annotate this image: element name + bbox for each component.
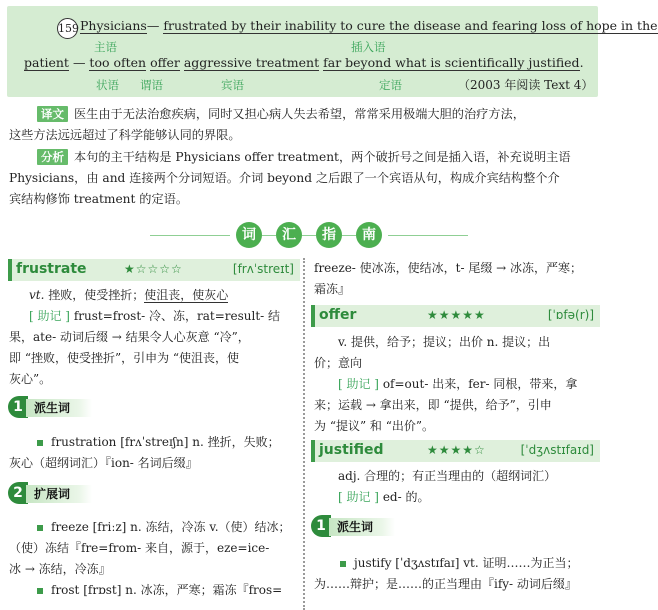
bullet-icon: [37, 525, 43, 531]
tag-adverbial: 状语: [96, 78, 119, 92]
phonetic: [frʌˈstreɪt]: [232, 262, 294, 276]
derived-line-2: 灰心（超纲词汇）『ion- 名词后缀』: [9, 456, 198, 470]
section-line-mid-1: [262, 235, 276, 236]
star-rating: ★★★★★: [427, 308, 486, 322]
bullet-icon: [37, 588, 43, 594]
offer-mnemonic-line-2: 来；运载 → 拿出来，即 “提供，给予”，引申: [314, 398, 552, 412]
extended-num: 2: [8, 482, 28, 504]
continued-line-2: 霜冻』: [314, 282, 351, 296]
bullet-icon: [340, 561, 346, 567]
dash: —: [146, 18, 160, 33]
word-bar-justified: [311, 440, 600, 462]
analysis-block: [9, 147, 599, 210]
section-char-3: 指: [316, 222, 342, 248]
mnemonic-label: [ 助记 ]: [338, 377, 379, 391]
justified-mnemonic-text: ed- 的。: [382, 490, 430, 504]
sentence-box: [7, 6, 658, 97]
mnemonic-text-1: frust=frost- 冷、冻，rat=result- 结: [73, 309, 281, 323]
justified-derived-num: 1: [311, 515, 331, 537]
derived-line-1: [37, 432, 302, 453]
section-line-right: [388, 235, 468, 236]
derived-label: 派生词: [26, 399, 92, 417]
def-b: 使沮丧，使灰心: [144, 288, 229, 302]
justified-derived-label: 派生词: [329, 518, 395, 536]
offer-mnemonic-text-1: of=out- 出来，fer- 同根，带来，拿: [382, 377, 578, 391]
extended-line-2: （使）冻结『fre=from- 来自，源于，eze=ice-: [9, 541, 270, 555]
tag-insertion: 插入语: [351, 40, 386, 54]
translation-block: [9, 104, 599, 146]
section-line-mid-2: [302, 235, 316, 236]
extended-line-4: [37, 580, 302, 601]
justified-derived-line-2: 为……辩护；是……的正当理由『ify- 动词后缀』: [314, 577, 577, 591]
translation-text-1: 医生由于无法治愈疾病，同时又担心病人失去希望，常常采用极端大胆的治疗方法，: [74, 107, 525, 121]
verb-text: offer: [150, 55, 180, 70]
justified-derived-line-1: [340, 553, 602, 574]
offer-def-line-2: 价；意向: [314, 356, 363, 370]
star-rating: ★☆☆☆☆: [124, 262, 183, 276]
pos: vt.: [29, 288, 45, 302]
phonetic: [ˈdʒʌstɪfaɪd]: [520, 443, 594, 457]
section-char-1: 词: [236, 222, 262, 248]
object-text: aggressive treatment: [183, 55, 320, 70]
phonetic: [ˈɒfə(r)]: [547, 308, 594, 322]
mnemonic-line-3: 即 “挫败，使受挫折”，引申为 “使沮丧，使: [9, 351, 240, 365]
mnemonic-label: [ 助记 ]: [338, 490, 379, 504]
justified-mnemonic: [338, 487, 602, 508]
mnemonic-line-1: [29, 306, 299, 327]
extended-words-header: [8, 482, 138, 506]
sentence-number: 159: [57, 18, 78, 39]
sentence-line-2: [24, 55, 584, 70]
mnemonic-line-4: 灰心”。: [9, 372, 52, 386]
word-bar-offer: [311, 305, 600, 327]
word-justified: justified: [319, 442, 384, 458]
continued-line-1: freeze- 使冰冻，使结冰，t- 尾缀 → 冰冻，严寒；: [314, 261, 583, 275]
extended-text-1: freeze [friːz] n. 冻结，冷冻 v.（使）结冰；: [51, 520, 291, 534]
extended-label: 扩展词: [26, 485, 92, 503]
derived-text-1: frustration [frʌˈstreɪʃn] n. 挫折，失败；: [51, 435, 280, 449]
analysis-line-1: [9, 147, 599, 168]
tag-predicate: 谓语: [140, 78, 163, 92]
period: .: [579, 55, 584, 70]
extended-text-4: frost [frɒst] n. 冰冻，严寒；霜冻『fros=: [51, 583, 283, 597]
adverbial-text: too often: [89, 55, 147, 70]
section-header: [0, 220, 608, 252]
analysis-line-3: 宾结构修饰 treatment 的定语。: [9, 192, 189, 206]
subject-text: Physicians: [80, 18, 147, 33]
tag-subject: 主语: [94, 40, 117, 54]
mnemonic-label: [ 助记 ]: [29, 309, 70, 323]
attributive-text: far beyond what is scientifically justified: [323, 55, 580, 70]
derived-words-header: [8, 396, 138, 420]
section-char-2: 汇: [276, 222, 302, 248]
word-bar-frustrate: [8, 259, 300, 281]
analysis-text-1: 本句的主干结构是 Physicians offer treatment，两个破折号之间是插入语，补充说明主语: [74, 150, 571, 164]
offer-def-line-1: v. 提供，给予；提议；出价 n. 提议；出: [338, 335, 551, 349]
translation-label: 译文: [37, 106, 68, 122]
offer-mnemonic-line-3: 为 “提议” 和 “出价”。: [314, 419, 434, 433]
translation-line-1: [9, 104, 599, 125]
justified-derived-text-1: justify [ˈdʒʌstɪfaɪ] vt. 证明……为正当；: [354, 556, 579, 570]
analysis-label: 分析: [37, 149, 68, 165]
definition-frustrate: [29, 285, 299, 306]
bullet-icon: [37, 440, 43, 446]
word-offer: offer: [319, 307, 357, 323]
column-divider: [303, 258, 305, 610]
section-line-mid-3: [342, 235, 356, 236]
section-line-left: [150, 235, 230, 236]
patient-text: patient: [24, 55, 69, 70]
translation-line-2: 这些方法远远超过了科学能够认同的界限。: [9, 128, 241, 142]
justified-def-line-1: adj. 合理的；有正当理由的（超纲词汇）: [338, 469, 557, 483]
sentence-line-1: [80, 18, 658, 33]
star-rating: ★★★★☆: [427, 443, 486, 457]
extended-line-3: 冰 → 冻结，冷冻』: [9, 562, 111, 576]
analysis-line-2: Physicians，由 and 连接两个分词短语。介词 beyond 之后跟了一个宾语从句，构成介宾结构整个介: [9, 171, 560, 185]
tag-object: 宾语: [221, 78, 244, 92]
mnemonic-line-2: 果，ate- 动词后缀 → 结果令人心灰意 “冷”，: [9, 330, 250, 344]
def-a: 挫败，使受挫折；: [48, 288, 145, 302]
section-char-4: 南: [356, 222, 382, 248]
derived-num: 1: [8, 396, 28, 418]
parenthetical-text: frustrated by their inability to cure the disease and fearing loss of hope in the: [163, 18, 658, 33]
word-frustrate: frustrate: [16, 261, 87, 277]
source-text: （2003 年阅读 Text 4）: [458, 78, 594, 92]
offer-mnemonic-line-1: [338, 374, 602, 395]
extended-line-1: [37, 517, 302, 538]
justified-derived-header: [311, 515, 441, 539]
tag-attributive: 定语: [379, 78, 402, 92]
dash-2: —: [72, 55, 86, 70]
